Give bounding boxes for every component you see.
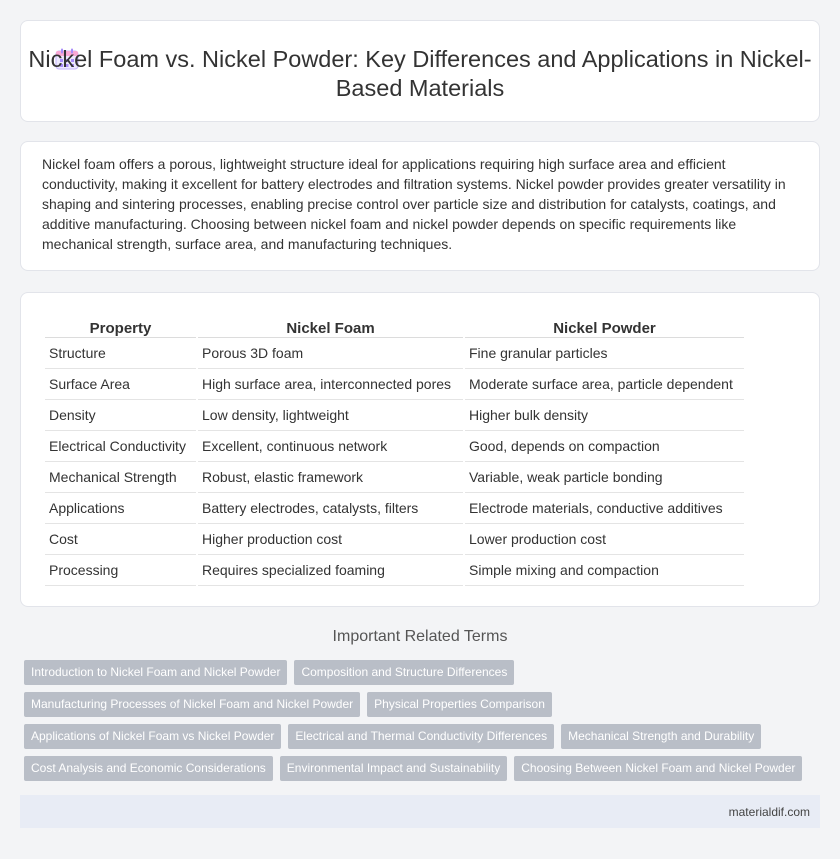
table-cell: Porous 3D foam [198,338,463,369]
comparison-table [43,316,746,586]
table-cell: Higher production cost [198,524,463,555]
related-term-tag[interactable]: Physical Properties Comparison [367,692,552,717]
page-title: Nickel Foam vs. Nickel Powder: Key Differences and Applications in Nickel-Based Materials [28,46,812,101]
table-cell: Requires specialized foaming [198,555,463,586]
table-cell: Robust, elastic framework [198,462,463,493]
related-term-tag[interactable]: Manufacturing Processes of Nickel Foam and Nickel Powder [24,692,360,717]
table-row [45,493,744,524]
table-cell: Moderate surface area, particle dependent [465,369,744,400]
table-cell: Electrical Conductivity [45,431,196,462]
table-row [45,338,744,369]
table-cell: Excellent, continuous network [198,431,463,462]
table-cell: Low density, lightweight [198,400,463,431]
table-cell: Fine granular particles [465,338,744,369]
column-header: Nickel Powder [465,316,744,338]
table-row [45,524,744,555]
table-cell: Mechanical Strength [45,462,196,493]
related-term-tag[interactable]: Choosing Between Nickel Foam and Nickel Powder [514,756,802,781]
table-cell: Structure [45,338,196,369]
related-term-tag[interactable]: Cost Analysis and Economic Considerations [24,756,273,781]
table-cell: Higher bulk density [465,400,744,431]
related-term-tag[interactable]: Introduction to Nickel Foam and Nickel Powder [24,660,287,685]
column-header: Nickel Foam [198,316,463,338]
related-term-tag[interactable]: Mechanical Strength and Durability [561,724,761,749]
table-cell: Electrode materials, conductive additives [465,493,744,524]
related-terms-title: Important Related Terms [332,628,508,645]
comparison-table-card [20,292,820,607]
table-row [45,369,744,400]
table-header-row [45,316,744,338]
footer-site-link[interactable]: materialdif.com [728,805,810,819]
summary-card [20,141,820,271]
table-cell: Simple mixing and compaction [465,555,744,586]
table-cell: Applications [45,493,196,524]
table-row [45,555,744,586]
related-term-tag[interactable]: Electrical and Thermal Conductivity Differences [288,724,554,749]
table-row [45,462,744,493]
footer [20,795,820,828]
table-row [45,400,744,431]
summary-text: Nickel foam offers a porous, lightweight structure ideal for applications requiring high surface area and efficient conductivity, making it excellent for battery electrodes and filtration systems. Nickel powder provides greater versatility in shaping and sintering processes, enabling precise control over particle size and distribution for catalysts, coatings, and additive manufacturing. Choosing between nickel foam and nickel powder depends on specific requirements like mechanical strength, surface area, and manufacturing techniques. [42,156,786,252]
table-cell: Variable, weak particle bonding [465,462,744,493]
related-term-tag[interactable]: Composition and Structure Differences [294,660,514,685]
table-cell: Density [45,400,196,431]
table-cell: Processing [45,555,196,586]
related-term-tag[interactable]: Environmental Impact and Sustainability [280,756,507,781]
table-cell: Surface Area [45,369,196,400]
table-cell: Lower production cost [465,524,744,555]
table-row [45,431,744,462]
table-cell: Battery electrodes, catalysts, filters [198,493,463,524]
related-terms-list [24,660,824,788]
table-cell: Good, depends on compaction [465,431,744,462]
table-cell: Cost [45,524,196,555]
table-cell: High surface area, interconnected pores [198,369,463,400]
title-card [20,20,820,122]
column-header: Property [45,316,196,338]
related-term-tag[interactable]: Applications of Nickel Foam vs Nickel Powder [24,724,281,749]
